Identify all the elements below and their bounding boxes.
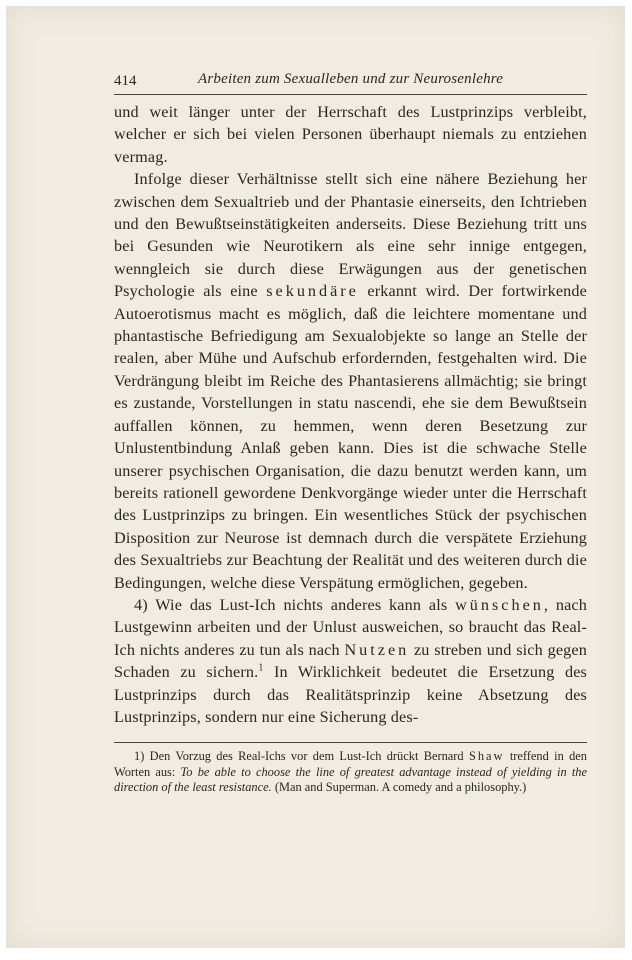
body-text [114,101,587,728]
paragraph-3-text-f: In Wirklichkeit bedeutet die Ersetzung des Lustprinzips durch das Realitätsprinzip keine Absetzung des Lustprinzips, sondern nur eine Sicherung des- [114,663,587,726]
emphasis-sekundaere: sekundäre [266,282,359,301]
emphasis-nutzen: Nutzen [344,640,410,659]
paragraph-3-text-e: zu streben und sich gegen Schaden zu sichern. [114,640,587,682]
paragraph-1 [114,101,587,168]
running-title: Arbeiten zum Sexualleben und zur Neurosenlehre [198,71,504,87]
paragraph-1-text: und weit länger unter der Herrschaft des Lustprinzips verbleibt, welcher er sich bei vielen Personen überhaupt niemals zu entziehen vermag. [114,103,587,166]
emphasis-wuenschen: wünschen [455,595,544,614]
footnote-text-a: 1) Den Vorzug des Real-Ichs vor dem Lust-Ich drückt Bernard [134,749,469,764]
paragraph-2-text-a: Infolge dieser Verhältnisse stellt sich eine nähere Beziehung her zwischen dem Sexualtrieb und der Phantasie einerseits, den Ichtrieben und den Bewußtseinstätigkeiten anderseits. Diese Beziehung tritt uns bei Gesunden wie Neurotikern als eine sehr innige entgegen, wenngleich sie durch diese Erwägungen aus der genetischen Psychologie als eine [114,170,587,301]
footnote-shaw: Shaw [468,749,505,764]
page-header [114,67,587,91]
page-number: 414 [114,73,137,89]
footnote [114,749,587,796]
paragraph-3 [114,594,587,728]
paragraph-2-text-c: erkannt wird. Der fortwirkende Autoerotismus macht es möglich, daß die leichtere momentane und phantastische Befriedigung am Sexualobjekte so lange an Stelle der realen, aber Mühe und Aufschub erfordernden, festgehalten wird. Die Verdrängung bleibt im Reiche des Phantasierens allmächtig; sie bringt es zustande, Vorstellungen in statu nascendi, ehe sie dem Bewußtsein auffallen können, zu hemmen, wenn deren Besetzung zur Unlustentbindung Anlaß geben kann. Dies ist die schwache Stelle unserer psychischen Organisation, die dazu benutzt werden kann, um bereits rationell gewordene Denkvorgänge wieder unter die Herrschaft des Lustprinzips zu bringen. Ein wesentliches Stück der psychischen Disposition zur Neurose ist demnach durch die verspätete Erziehung des Sexualtriebs zur Beachtung der Realität und des weiteren durch die Bedingungen, welche diese Verspätung ermöglichen, gegeben. [114,282,587,592]
header-rule [114,94,587,95]
footnote-text-c: treffend in den Worten aus: [114,749,587,779]
footnote-quote: To be able to choose the line of greatest advantage instead of yielding in the direction of the least resistance. [114,764,587,795]
book-page [114,67,587,796]
paragraph-2 [114,168,587,594]
footnote-marker: 1 [258,662,264,674]
paragraph-3-text-a: 4) Wie das Lust-Ich nichts anderes kann als [134,595,456,614]
footnote-rule [114,742,587,743]
paragraph-3-text-c: , nach Lustgewinn arbeiten und der Unlust ausweichen, so braucht das Real-Ich nichts anderes zu tun als nach [114,595,587,659]
footnote-text-e: (Man and Superman. A comedy and a philosophy.) [271,780,527,795]
